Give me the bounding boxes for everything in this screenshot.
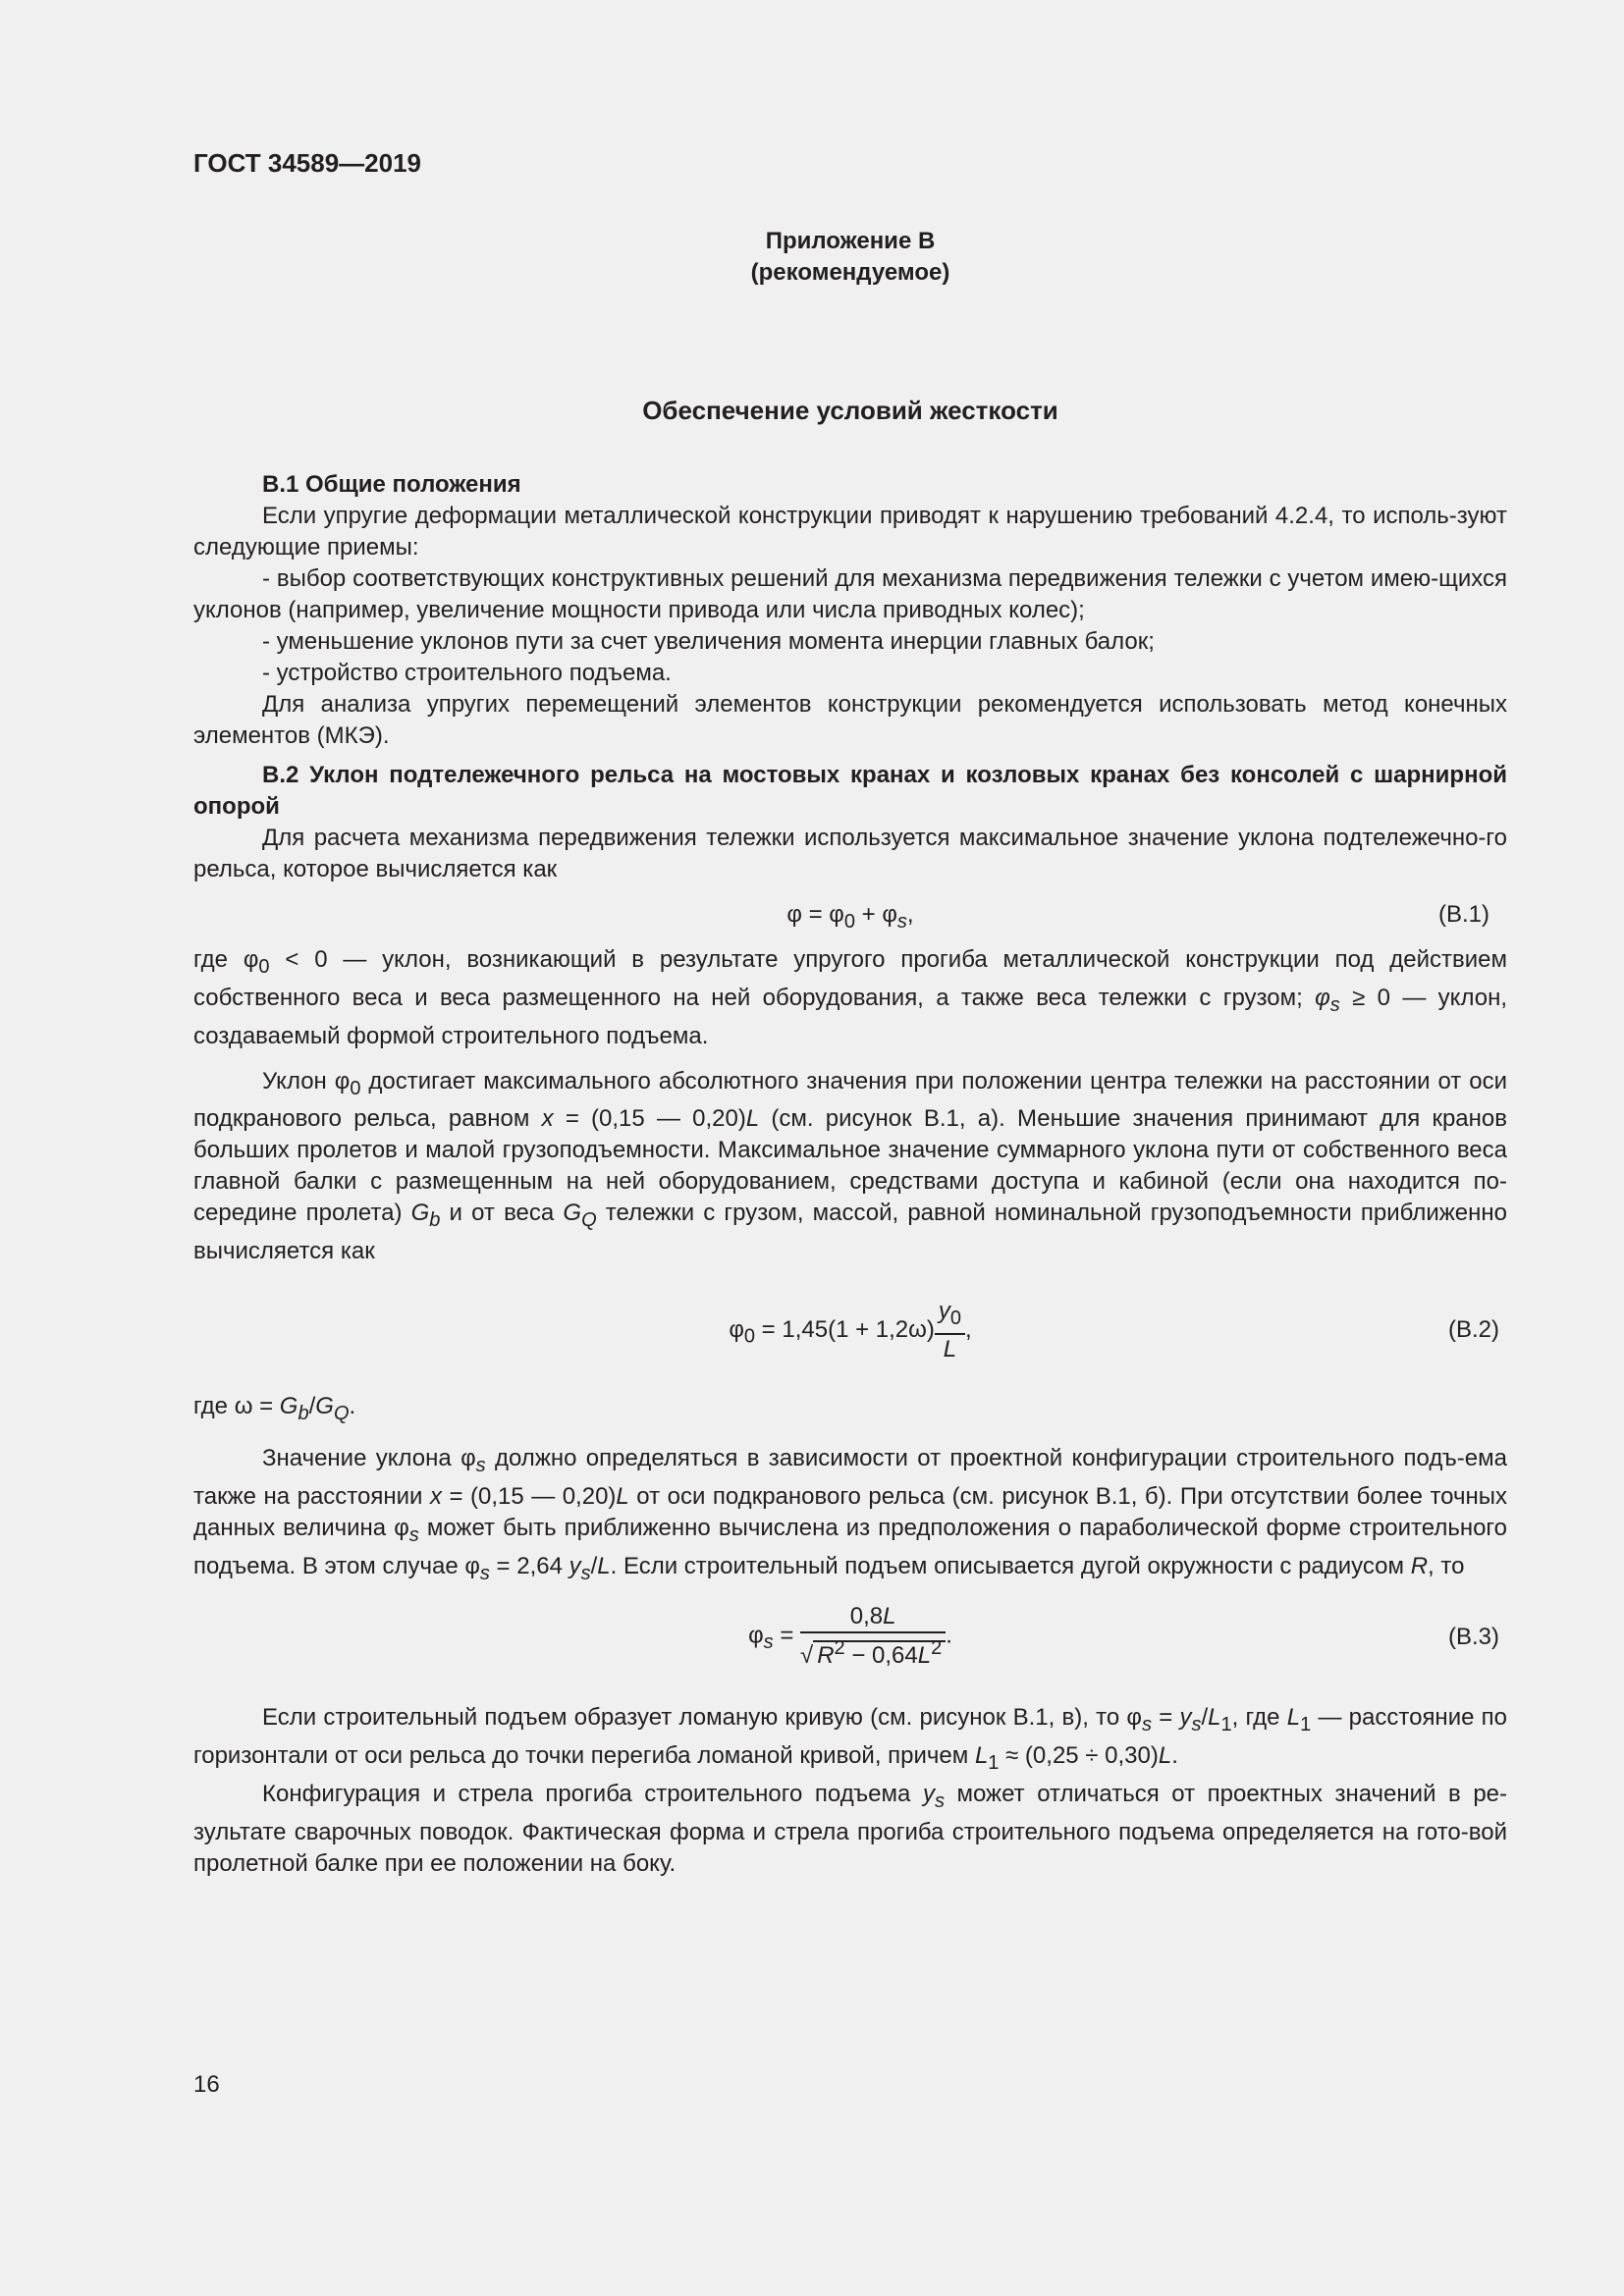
paragraph: Уклон $\varphi_0$ достигает максимального абсолютного значения при положении центра тележки на расстоянии от оси подкранового рельса, равном x = (0,15 — 0,20)L (см. рисунок В.1, а). Меньшие значения принимают для кранов больших пролетов и малой грузоподъемности. Максимальное значение суммарного уклона пути от собственного веса главной балки с размещенным на ней оборудованием, средствами доступа и кабиной (если она находится по-середине пролета) $G_b$ и от веса $G_Q$ тележки с грузом, массой, равной номинальной грузоподъемности приближенно вычисляется как	[193, 1067, 1508, 1265]
section-title: Обеспечение условий жесткости	[642, 396, 1058, 425]
list-item: - выбор соответствующих конструктивных решений для механизма передвижения тележки с учетом имею-щихся уклонов (например, увеличение мощности привода или числа приводных колес);	[193, 565, 1507, 623]
formula-expression: $\varphi_0 = 1,45(1 + 1,2\omega)$ $\frac{y_0}{L}$ ,	[729, 1298, 972, 1362]
paragraph: Значение уклона $\varphi_s$ должно определяться в зависимости от проектной конфигурации строительного подъ-ема также на расстоянии x = (0,15 — 0,20)L от оси подкранового рельса (см. рисунок В.1, б). При отсутствии более точных данных величина $\varphi_s$ может быть приближенно вычислена из предположения о параболической форме строительного подъема. В этом случае $\varphi_s = 2,64$ $y_s/L$. Если строительный подъем описывается дугой окружности с радиусом R, то	[193, 1444, 1507, 1584]
formula-number: (В.2)	[1447, 1316, 1499, 1344]
paragraph: Конфигурация и стрела прогиба строительного подъема $y_s$ может отличаться от проектных значений в ре-зультате сварочных поводок. Фактическая форма и стрела прогиба строительного подъема определяется на гото-вой пролетной балке при ее положении на боку.	[193, 1780, 1508, 1877]
paragraph: где $\varphi_0 < 0$ — уклон, возникающий в результате упругого прогиба металлической конструкции под действием собственного веса и веса размещенного на ней оборудования, а также веса тележки с грузом; $\varphi_s \ge 0$ — уклон, создаваемый формой строительного подъема.	[193, 946, 1507, 1049]
formula-b2	[193, 1291, 1507, 1369]
page-number: 16	[193, 2071, 220, 2098]
paragraph: Для анализа упругих перемещений элементов конструкции рекомендуется использовать метод конечных элементов (МКЭ).	[193, 691, 1507, 749]
list-item: - уменьшение уклонов пути за счет увеличения момента инерции главных балок;	[262, 628, 1155, 655]
paragraph: где $\omega = G_b/G_Q$.	[193, 1393, 356, 1424]
section-b1-heading: В.1 Общие положения	[262, 471, 521, 498]
fraction: $\frac{y_0}{L}$	[935, 1297, 965, 1364]
formula-b1	[193, 899, 1507, 931]
fraction: $\frac{0,8L}{√ R^2 - 0,64L^2}$	[800, 1602, 946, 1671]
formula-expression: $\varphi_s$ = $\frac{0,8L}{√ R^2 - 0,64L^2}$ .	[748, 1603, 952, 1670]
document-id: ГОСТ 34589—2019	[193, 148, 421, 178]
formula-expression: $\varphi = \varphi_0 + \varphi_s$,	[786, 901, 914, 933]
formula-number: (В.1)	[1437, 901, 1489, 928]
formula-b3	[193, 1602, 1507, 1673]
paragraph: Если строительный подъем образует ломаную кривую (см. рисунок В.1, в), то $\varphi_s = y_s/L_1$, где $L_1$ — расстояние по горизонтали от оси рельса до точки перегиба ломаной кривой, причем $L_1 \approx (0,25 \div 0,30)L$.	[193, 1704, 1508, 1774]
appendix-title: Приложение В	[765, 228, 936, 254]
section-b2-heading: В.2 Уклон подтележечного рельса на мостовых кранах и козловых кранах без консолей с шарнирной опорой	[193, 762, 1507, 820]
paragraph: Для расчета механизма передвижения тележки используется максимальное значение уклона подтележечно-го рельса, которое вычисляется как	[193, 825, 1507, 882]
document-body	[193, 469, 1507, 1880]
formula-number: (В.3)	[1447, 1624, 1499, 1651]
appendix-note: (рекомендуемое)	[750, 259, 950, 286]
list-item: - устройство строительного подъема.	[262, 660, 672, 686]
paragraph: Если упругие деформации металлической конструкции приводят к нарушению требований 4.2.4, то исполь-зуют следующие приемы:	[193, 503, 1507, 561]
